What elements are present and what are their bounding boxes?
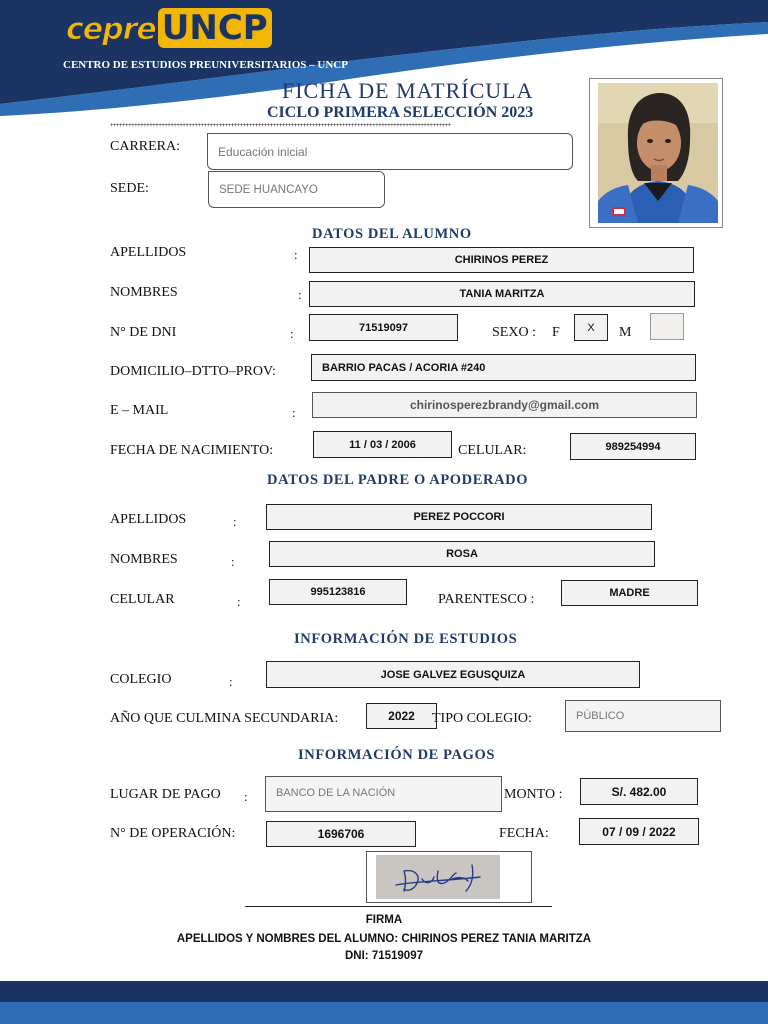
- student-apellidos-field[interactable]: CHIRINOS PEREZ: [309, 247, 694, 273]
- student-name-value: CHIRINOS PEREZ TANIA MARITZA: [401, 933, 592, 945]
- guardian-celular-label: CELULAR: [110, 592, 175, 607]
- payment-section-title: INFORMACIÓN DE PAGOS: [298, 747, 496, 763]
- guardian-apellidos-field[interactable]: PEREZ POCCORI: [266, 504, 652, 530]
- tipo-colegio-field[interactable]: PÚBLICO: [565, 700, 721, 732]
- guardian-apellidos-label: APELLIDOS: [110, 512, 187, 527]
- student-section-title: DATOS DEL ALUMNO: [312, 226, 472, 242]
- student-dni-field[interactable]: 71519097: [309, 314, 458, 341]
- parentesco-field[interactable]: MADRE: [561, 580, 698, 606]
- colon: :: [229, 674, 233, 689]
- fecha-pago-field[interactable]: 07 / 09 / 2022: [579, 818, 699, 845]
- domicilio-field[interactable]: BARRIO PACAS / ACORIA #240: [311, 354, 696, 381]
- sexo-m-checkbox[interactable]: [650, 313, 684, 340]
- carrera-label: CARRERA:: [110, 139, 181, 154]
- colon: :: [233, 514, 237, 529]
- student-dni-prefix: DNI:: [344, 950, 372, 962]
- colon: :: [294, 247, 298, 262]
- colon: :: [292, 405, 296, 420]
- sexo-f-label: F: [552, 325, 560, 340]
- carrera-field[interactable]: Educación inicial: [207, 133, 573, 170]
- logo-text-cepre: cepre: [66, 12, 156, 47]
- sexo-f-checkbox[interactable]: X: [574, 314, 608, 341]
- student-apellidos-label: APELLIDOS: [110, 245, 187, 260]
- sede-label: SEDE:: [110, 181, 149, 196]
- student-dni-value: 71519097: [371, 950, 423, 962]
- student-dni-label: N° DE DNI: [110, 325, 177, 340]
- tipo-colegio-label: TIPO COLEGIO:: [432, 711, 532, 726]
- studies-section-title: INFORMACIÓN DE ESTUDIOS: [294, 631, 518, 647]
- student-name-prefix: APELLIDOS Y NOMBRES DEL ALUMNO:: [176, 933, 402, 945]
- signature-image: [376, 855, 500, 899]
- monto-field[interactable]: S/. 482.00: [580, 778, 698, 805]
- colegio-field[interactable]: JOSE GALVEZ EGUSQUIZA: [266, 661, 640, 688]
- sexo-m-label: M: [619, 325, 632, 340]
- guardian-section-title: DATOS DEL PADRE O APODERADO: [267, 472, 529, 488]
- institution-name: CENTRO DE ESTUDIOS PREUNIVERSITARIOS – UNCP: [63, 59, 348, 71]
- lugar-pago-field[interactable]: BANCO DE LA NACIÓN: [265, 776, 502, 812]
- lugar-pago-label: LUGAR DE PAGO: [110, 787, 221, 802]
- guardian-nombres-label: NOMBRES: [110, 552, 178, 567]
- email-label: E – MAIL: [110, 403, 169, 418]
- student-celular-label: CELULAR:: [458, 443, 527, 458]
- footer-band-light: [0, 1002, 768, 1024]
- anio-field[interactable]: 2022: [366, 703, 437, 729]
- sede-field[interactable]: SEDE HUANCAYO: [208, 171, 385, 208]
- student-dni-line: [0, 950, 768, 962]
- fecha-pago-label: FECHA:: [499, 826, 549, 841]
- firma-label: FIRMA: [365, 914, 403, 926]
- colegio-label: COLEGIO: [110, 672, 172, 687]
- logo: [66, 8, 272, 56]
- colon: :: [237, 594, 241, 609]
- guardian-celular-field[interactable]: 995123816: [269, 579, 407, 605]
- logo-text-uncp: UNCP: [158, 8, 272, 48]
- form-subtitle: CICLO PRIMERA SELECCIÓN 2023: [267, 104, 534, 121]
- monto-label: MONTO :: [504, 787, 563, 802]
- colon: :: [290, 326, 294, 341]
- signature-box[interactable]: [366, 851, 532, 903]
- colon: :: [298, 287, 302, 302]
- student-celular-field[interactable]: 989254994: [570, 433, 696, 460]
- colon: :: [244, 789, 248, 804]
- signature-line: [245, 906, 552, 907]
- sexo-label: SEXO :: [492, 325, 536, 340]
- colon: :: [231, 554, 235, 569]
- parentesco-label: PARENTESCO :: [438, 592, 535, 607]
- student-photo: [589, 78, 723, 228]
- form-title: FICHA DE MATRÍCULA: [282, 78, 534, 103]
- student-nombres-field[interactable]: TANIA MARITZA: [309, 281, 695, 307]
- nacimiento-field[interactable]: 11 / 03 / 2006: [313, 431, 452, 458]
- anio-label: AÑO QUE CULMINA SECUNDARIA:: [110, 711, 339, 726]
- operacion-label: N° DE OPERACIÓN:: [110, 826, 236, 841]
- domicilio-label: DOMICILIO–DTTO–PROV:: [110, 364, 276, 379]
- operacion-field[interactable]: 1696706: [266, 821, 416, 847]
- student-nombres-label: NOMBRES: [110, 285, 178, 300]
- dotted-rule: +++++++++++++++++++++++++++++++++++++++++++++++++++++++++++++++++++++++++++++++++++++++++++++++++++++++++++++++++: [110, 122, 451, 129]
- footer-band-dark: [0, 981, 768, 1002]
- email-field[interactable]: chirinosperezbrandy@gmail.com: [312, 392, 697, 418]
- guardian-nombres-field[interactable]: ROSA: [269, 541, 655, 567]
- nacimiento-label: FECHA DE NACIMIENTO:: [110, 443, 274, 458]
- student-name-line: [0, 933, 768, 945]
